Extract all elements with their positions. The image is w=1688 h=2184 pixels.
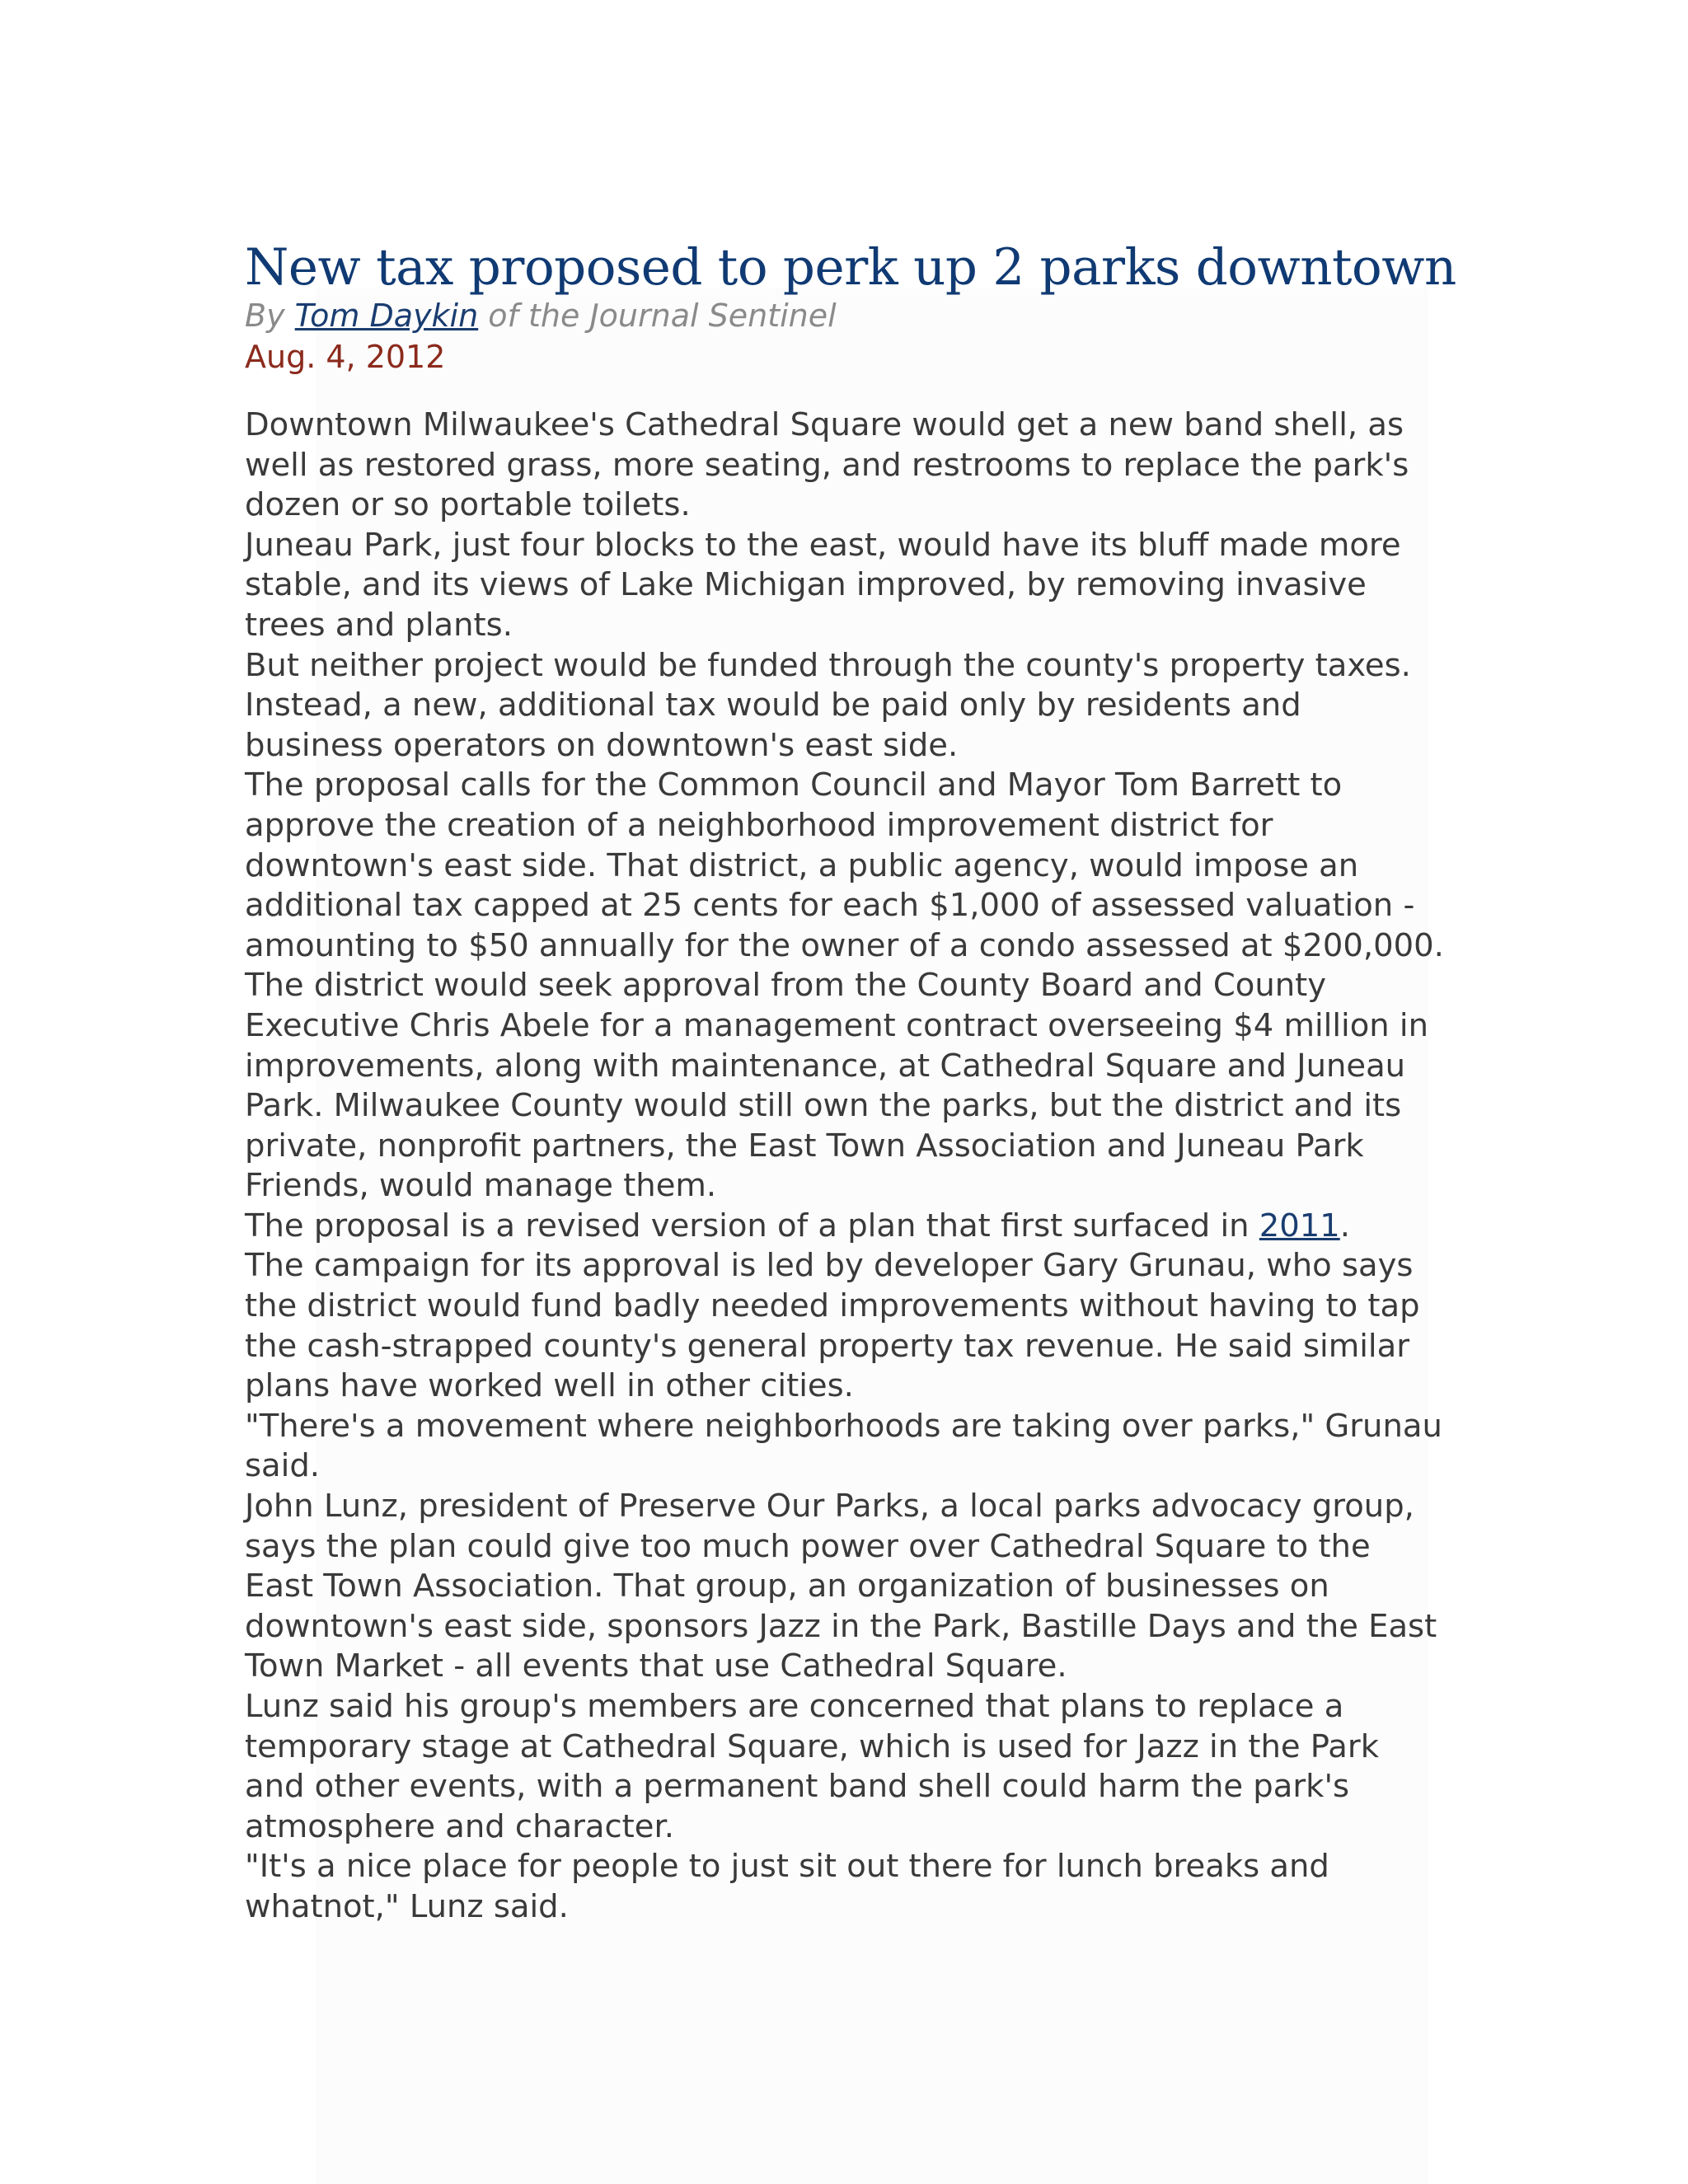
paragraph: Downtown Milwaukee's Cathedral Square would get a new band shell, as well as restored grass, more seating, and restrooms to replace the park's dozen or so portable toilets. (245, 406, 1409, 524)
paragraph: But neither project would be funded through the county's property taxes. Instead, a new, additional tax would be paid only by residents and business operators on downtown's east side. (245, 646, 1411, 764)
revised-punct: . (1339, 1207, 1351, 1244)
paragraph: The campaign for its approval is led by developer Gary Grunau, who says the district would fund badly needed improvements without having to tap the cash-strapped county's general property tax revenue. He said similar plans have worked well in other cities. (245, 1247, 1420, 1405)
paragraph: The proposal calls for the Common Council and Mayor Tom Barrett to approve the creation of a neighborhood improvement district for downtown's east side. That district, a public agency, would impose an additional tax capped at 25 cents for each $1,000 of assessed valuation - amounting to $50 annually for the owner of a condo assessed at $200,000. (245, 766, 1444, 964)
revised-text: The proposal is a revised version of a plan that first surfaced in (245, 1207, 1250, 1244)
paragraph: The district would seek approval from the County Board and County Executive Chris Abele for a management contract overseeing $4 million in improvements, along with maintenance, at Cathedral Square and Juneau Park. Milwaukee County would still own the parks, but the district and its private, nonprofit partners, the East Town Association and Juneau Park Friends, would manage them. (245, 967, 1429, 1205)
paragraph: Juneau Park, just four blocks to the east, would have its bluff made more stable, and its views of Lake Michigan improved, by removing invasive trees and plants. (245, 526, 1401, 644)
publish-date: Aug. 4, 2012 (245, 339, 446, 375)
paragraph: Lunz said his group's members are concerned that plans to replace a temporary stage at Cathedral Square, which is used for Jazz in the Park and other events, with a permanent band shell could harm the park's atmosphere and character. (245, 1688, 1379, 1845)
paragraph: John Lunz, president of Preserve Our Parks, a local parks advocacy group, says the plan could give too much power over Cathedral Square to the East Town Association. That group, an organization of businesses on downtown's east side, sponsors Jazz in the Park, Bastille Days and the East Town Market - all events that use Cathedral Square. (245, 1488, 1437, 1685)
byline-suffix: of the Journal Sentinel (488, 298, 837, 334)
year-2011-link[interactable]: 2011 (1259, 1207, 1340, 1244)
paragraph: "There's a movement where neighborhoods are taking over parks," Grunau said. (245, 1407, 1442, 1485)
headline: New tax proposed to perk up 2 parks downtown (245, 238, 1456, 297)
byline-prefix: By (245, 298, 285, 334)
paragraph-revised (245, 1207, 1448, 1247)
author-link[interactable]: Tom Daykin (294, 298, 479, 334)
article-body (245, 405, 1448, 1928)
paragraph: "It's a nice place for people to just sit out there for lunch breaks and whatnot," Lunz said. (245, 1848, 1329, 1925)
article (245, 235, 1456, 1928)
byline (245, 296, 1448, 336)
